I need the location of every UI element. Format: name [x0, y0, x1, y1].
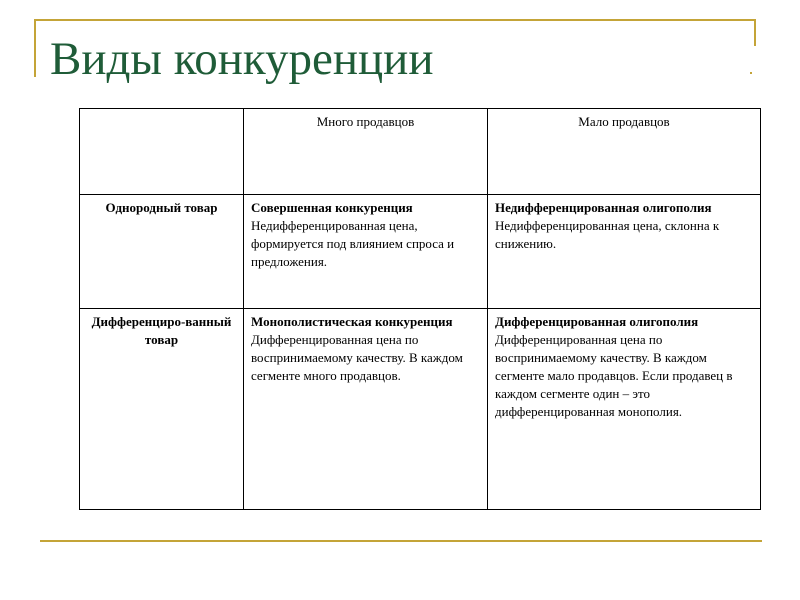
cell-monopolistic-competition: [244, 309, 488, 510]
cell-differentiated-oligopoly: [488, 309, 761, 510]
header-many-sellers: Много продавцов: [244, 109, 488, 195]
table-row-differentiated: [80, 309, 761, 510]
row-label-differentiated: Дифференциро-ванный товар: [80, 309, 244, 510]
cell-text: Недифференцированная цена, склонна к снижению.: [495, 218, 720, 251]
cell-text: Недифференцированная цена, формируется под влиянием спроса и предложения.: [251, 218, 455, 269]
cell-title: Дифференцированная олигополия: [495, 314, 699, 329]
frame-accent-dot: [750, 72, 752, 74]
cell-text: Дифференцированная цена по воспринимаемому качеству. В каждом сегменте мало продавцов. Если продавец в каждом сегменте один – это дифференцированная монополия.: [495, 332, 733, 419]
cell-title: Совершенная конкуренция: [251, 200, 413, 215]
competition-table: [79, 108, 761, 510]
header-cell-empty: [80, 109, 244, 195]
header-few-sellers: Мало продавцов: [488, 109, 761, 195]
cell-undifferentiated-oligopoly: [488, 195, 761, 309]
cell-title: Недифференцированная олигополия: [495, 200, 712, 215]
slide-title: Виды конкуренции: [50, 33, 434, 85]
table-row-homogeneous: [80, 195, 761, 309]
cell-text: Дифференцированная цена по воспринимаемому качеству. В каждом сегменте много продавцов.: [251, 332, 463, 383]
frame-top-rule: [34, 19, 756, 21]
table-header-row: [80, 109, 761, 195]
frame-left-rule: [34, 19, 36, 77]
frame-bottom-rule: [40, 540, 762, 542]
cell-perfect-competition: [244, 195, 488, 309]
frame-right-rule: [754, 19, 756, 46]
cell-title: Монополистическая конкуренция: [251, 314, 453, 329]
row-label-homogeneous: Однородный товар: [80, 195, 244, 309]
